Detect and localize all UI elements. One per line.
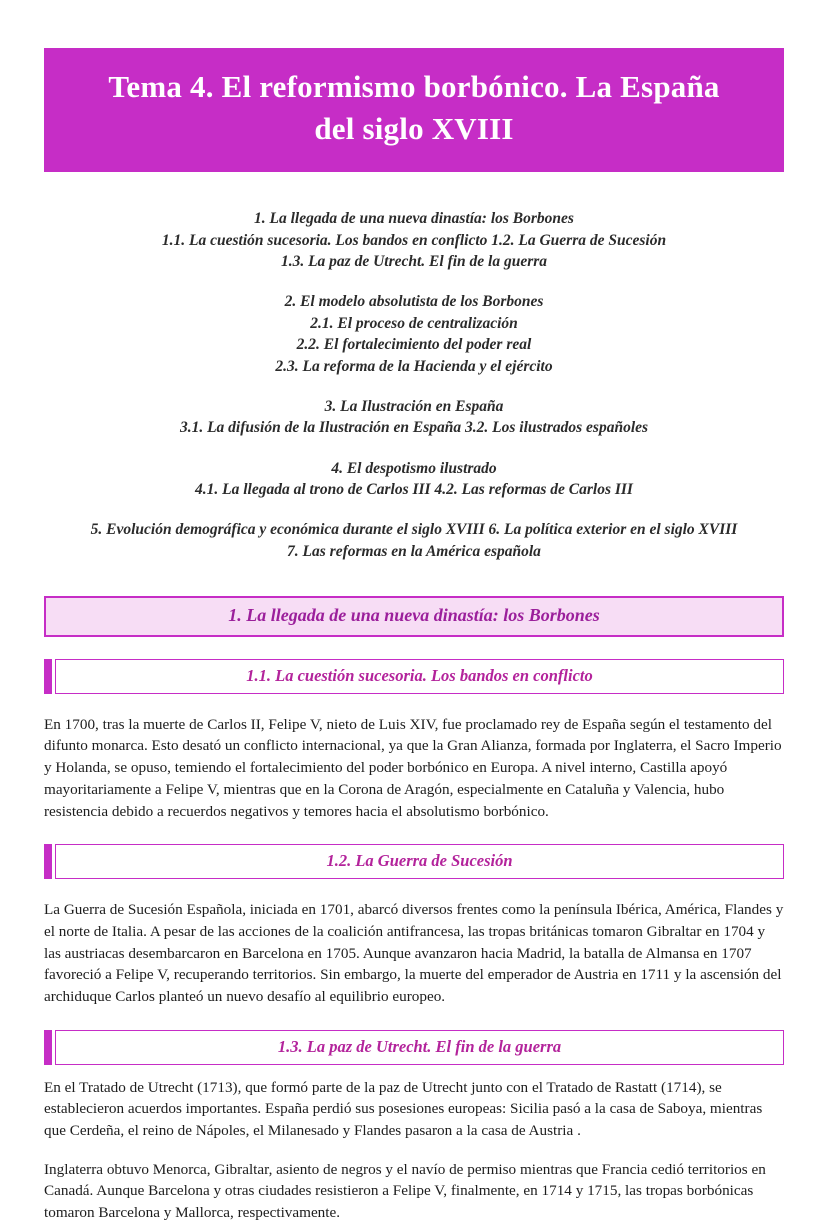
paragraph-1-2-1: La Guerra de Sucesión Española, iniciada en 1701, abarcó diversos frentes como la península Ibérica, América, Flandes y el norte de Italia. A pesar de las acciones de la coalición antifrancesa, las tropas británicas tomaron Gibraltar en 1704 y las austriacas desembarcaron en Barcelona en 1705. Aunque avanzaron hacia Madrid, la batalla de Almansa en 1707 favoreció a Felipe V, recuperando territorios. Sin embargo, la muerte del emperador de Austria en 1711 y la ascensión del archiduque Carlos planteó un nuevo desafío al equilibrio europeo. xyxy=(44,901,784,1005)
subsection-heading-1-3-box xyxy=(55,1030,784,1065)
document-title-line-2: del siglo XVIII xyxy=(314,111,514,147)
toc-entry: 1.3. La paz de Utrecht. El fin de la guerra xyxy=(280,253,548,271)
toc-entry: 2.2. El fortalecimiento del poder real xyxy=(296,336,532,354)
toc-group-2 xyxy=(44,291,784,377)
toc-entry: 2. El modelo absolutista de los Borbones xyxy=(284,293,544,311)
subsection-heading-1-3 xyxy=(44,1030,784,1065)
subsection-heading-1-1-box xyxy=(55,659,784,694)
document-page xyxy=(0,48,828,1222)
toc-entry: 5. Evolución demográfica y económica durante el siglo XVIII 6. La política exterior en el siglo XVIII xyxy=(90,521,738,539)
document-title-banner xyxy=(44,48,784,172)
section-heading-1-label: 1. La llegada de una nueva dinastía: los Borbones xyxy=(228,605,600,626)
subsection-heading-1-3-label: 1.3. La paz de Utrecht. El fin de la guerra xyxy=(277,1036,562,1056)
accent-bar-icon xyxy=(44,1030,52,1065)
toc-entry: 7. Las reformas en la América española xyxy=(287,542,541,560)
toc-group-4 xyxy=(44,458,784,501)
accent-bar-icon xyxy=(44,659,52,694)
section-heading-1 xyxy=(44,596,784,637)
paragraph-1-3-2: Inglaterra obtuvo Menorca, Gibraltar, asiento de negros y el navío de permiso mientras que Francia cedió territorios en Canadá. Aunque Barcelona y otras ciudades resistieron a Felipe V, finalmente, en 1714 y 1715, las tropas borbónicas tomaron Barcelona y Mallorca, respectivamente. xyxy=(44,1160,766,1222)
paragraph-1-1-1: En 1700, tras la muerte de Carlos II, Felipe V, nieto de Luis XIV, fue proclamado rey de España según el testamento del difunto monarca. Esto desató un conflicto internacional, ya que la Gran Alianza, formada por Inglaterra, el Sacro Imperio y Holanda, se opuso, temiendo el fortalecimiento del poder borbónico en Europa. A nivel interno, Castilla apoyó mayoritariamente a Felipe V, mientras que en la Corona de Aragón, especialmente en Cataluña y Valencia, hubo resistencia debido a recuerdos negativos y temores hacia el absolutismo borbónico. xyxy=(44,715,782,820)
toc-entry: 1. La llegada de una nueva dinastía: los Borbones xyxy=(254,210,574,228)
toc-entry: 2.3. La reforma de la Hacienda y el ejército xyxy=(275,357,553,375)
toc-group-3 xyxy=(44,396,784,439)
toc-entry: 1.1. La cuestión sucesoria. Los bandos en conflicto 1.2. La Guerra de Sucesión xyxy=(161,231,667,249)
accent-bar-icon xyxy=(44,844,52,879)
toc-entry: 4.1. La llegada al trono de Carlos III 4.2. Las reformas de Carlos III xyxy=(195,481,633,499)
toc-entry: 4. El despotismo ilustrado xyxy=(331,459,497,477)
toc-entry: 2.1. El proceso de centralización xyxy=(310,314,518,332)
subsection-heading-1-1 xyxy=(44,659,784,694)
subsection-heading-1-2-box xyxy=(55,844,784,879)
toc-group-5 xyxy=(44,519,784,562)
subsection-heading-1-2-label: 1.2. La Guerra de Sucesión xyxy=(326,851,513,871)
toc-group-1 xyxy=(44,208,784,272)
subsection-heading-1-2 xyxy=(44,844,784,879)
toc-entry: 3. La Ilustración en España xyxy=(324,397,504,415)
paragraph-1-3-1: En el Tratado de Utrecht (1713), que formó parte de la paz de Utrecht junto con el Tratado de Rastatt (1714), se establecieron acuerdos importantes. España perdió sus posesiones europeas: Sicilia pasó a la casa de Saboya, mientras que Cerdeña, el reino de Nápoles, el Milanesado y Flandes pasaron a la casa de Austria . xyxy=(44,1078,763,1139)
subsection-heading-1-1-label: 1.1. La cuestión sucesoria. Los bandos en conflicto xyxy=(246,665,593,685)
toc-entry: 3.1. La difusión de la Ilustración en España 3.2. Los ilustrados españoles xyxy=(179,419,649,437)
table-of-contents xyxy=(44,208,784,562)
document-title-line-1: Tema 4. El reformismo borbónico. La España xyxy=(108,69,720,104)
